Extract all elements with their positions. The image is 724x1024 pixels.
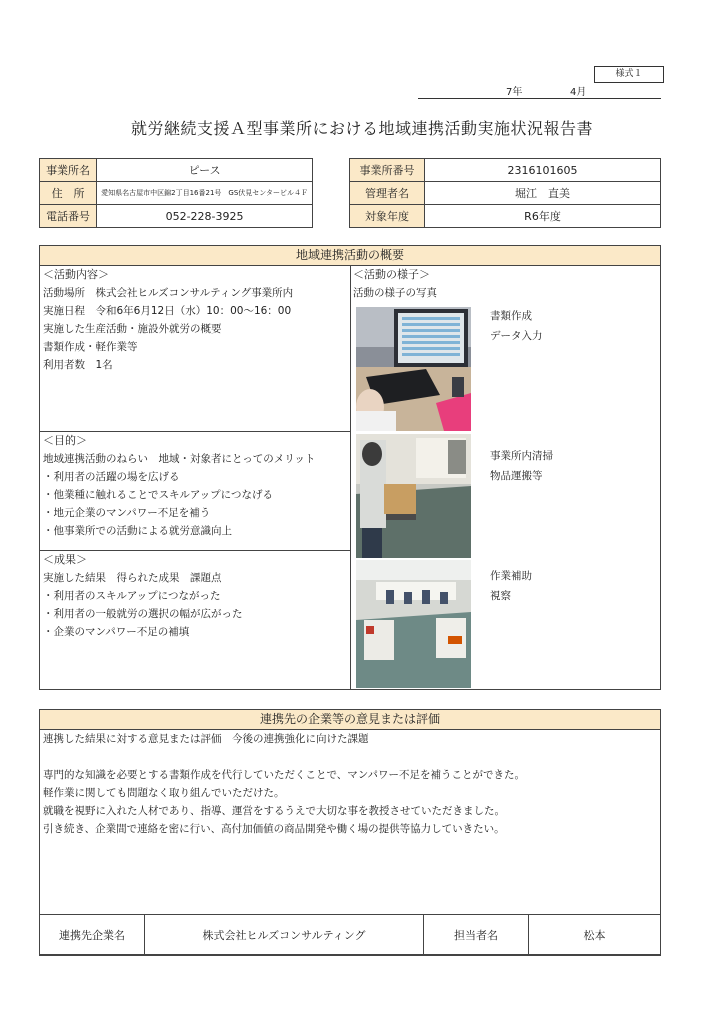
activity-block bbox=[43, 266, 348, 374]
evaluation-line: 軽作業に関しても問題なく取り組んでいただけた。 bbox=[43, 787, 285, 799]
photo-office-cleaning bbox=[356, 434, 471, 558]
evaluation-heading: 連携先の企業等の意見または評価 bbox=[40, 710, 660, 730]
info-label: 電話番号 bbox=[40, 205, 97, 228]
results-line: 実施した結果 得られた成果 課題点 bbox=[43, 572, 222, 584]
evaluation-line: 専門的な知識を必要とする書類作成を代行していただくことで、マンパワー不足を補うことができた。 bbox=[43, 769, 526, 781]
report-date bbox=[418, 83, 661, 99]
report-year: 7年 bbox=[506, 87, 523, 98]
results-line: ・利用者のスキルアップにつながった bbox=[43, 590, 221, 602]
photo-office-inspection bbox=[356, 560, 471, 688]
column-divider bbox=[350, 265, 351, 689]
caption-line: 物品運搬等 bbox=[490, 470, 543, 482]
info-value: 2316101605 bbox=[425, 159, 661, 182]
info-row bbox=[350, 182, 661, 205]
scene-subheading: 活動の様子の写真 bbox=[353, 287, 437, 299]
company-value: 株式会社ヒルズコンサルティング bbox=[145, 915, 424, 956]
partner-row bbox=[40, 915, 661, 956]
activity-line: 実施した生産活動・施設外就労の概要 bbox=[43, 323, 222, 335]
evaluation-subheading: 連携した結果に対する意見または評価 今後の連携強化に向けた課題 bbox=[43, 733, 369, 745]
evaluation-body bbox=[43, 730, 658, 838]
results-line: ・企業のマンパワー不足の補填 bbox=[43, 626, 190, 638]
info-row bbox=[40, 159, 313, 182]
purpose-line: ・他事業所での活動による就労意識向上 bbox=[43, 525, 232, 537]
info-label: 事業所番号 bbox=[350, 159, 425, 182]
purpose-line: ・他業種に触れることでスキルアップにつなげる bbox=[43, 489, 273, 501]
manager-info-table bbox=[349, 158, 661, 228]
results-heading: ＜成果＞ bbox=[43, 553, 87, 566]
evaluation-section bbox=[39, 709, 661, 955]
company-label: 連携先企業名 bbox=[40, 915, 145, 956]
info-row bbox=[350, 205, 661, 228]
info-value: 愛知県名古屋市中区錦2丁目16番21号 GS伏見センタービル４Ｆ bbox=[97, 182, 313, 205]
purpose-block bbox=[43, 432, 348, 540]
purpose-line: 地域連携活動のねらい 地域・対象者にとってのメリット bbox=[43, 453, 316, 465]
caption-line: 作業補助 bbox=[490, 570, 532, 582]
activity-heading: ＜活動内容＞ bbox=[43, 268, 109, 281]
info-value: ピース bbox=[97, 159, 313, 182]
activity-line: 活動場所 株式会社ヒルズコンサルティング事業所内 bbox=[43, 287, 294, 299]
form-number-tag: 様式１ bbox=[594, 66, 664, 83]
scene-heading: ＜活動の様子＞ bbox=[353, 268, 430, 281]
purpose-line: ・地元企業のマンパワー不足を補う bbox=[43, 507, 211, 519]
evaluation-line: 引き続き、企業間で連絡を密に行い、高付加価値の商品開発や働く場の提供等協力していきたい。 bbox=[43, 823, 505, 835]
info-row bbox=[40, 205, 313, 228]
info-value: 堀江 直美 bbox=[425, 182, 661, 205]
facility-info-table bbox=[39, 158, 313, 228]
caption-line: 書類作成 bbox=[490, 310, 532, 322]
activity-line: 実施日程 令和6年6月12日（水）10：00～16：00 bbox=[43, 305, 292, 317]
results-block bbox=[43, 551, 348, 641]
photo-caption bbox=[490, 306, 543, 346]
info-value: 052-228-3925 bbox=[97, 205, 313, 228]
info-label: 住 所 bbox=[40, 182, 97, 205]
caption-line: データ入力 bbox=[490, 330, 543, 342]
activity-line: 書類作成・軽作業等 bbox=[43, 341, 138, 353]
photo-caption bbox=[490, 566, 532, 606]
evaluation-line: 就職を視野に入れた人材であり、指導、運営をするうえで大切な事を教授させていただきました。 bbox=[43, 805, 505, 817]
purpose-line: ・利用者の活躍の場を広げる bbox=[43, 471, 180, 483]
overview-section bbox=[39, 245, 661, 690]
results-line: ・利用者の一般就労の選択の幅が広がった bbox=[43, 608, 243, 620]
info-value: R6年度 bbox=[425, 205, 661, 228]
overview-heading: 地域連携活動の概要 bbox=[40, 246, 660, 266]
info-label: 対象年度 bbox=[350, 205, 425, 228]
info-row bbox=[40, 182, 313, 205]
document-title: 就労継続支援Ａ型事業所における地域連携活動実施状況報告書 bbox=[130, 119, 593, 138]
info-label: 管理者名 bbox=[350, 182, 425, 205]
info-label: 事業所名 bbox=[40, 159, 97, 182]
photo-document-work bbox=[356, 307, 471, 431]
caption-line: 事業所内清掃 bbox=[490, 450, 553, 462]
partner-table bbox=[39, 914, 661, 956]
caption-line: 視察 bbox=[490, 590, 511, 602]
info-row bbox=[350, 159, 661, 182]
report-month: 4月 bbox=[570, 87, 587, 98]
photo-caption bbox=[490, 446, 553, 486]
person-label: 担当者名 bbox=[424, 915, 529, 956]
activity-line: 利用者数 1名 bbox=[43, 359, 113, 371]
person-value: 松本 bbox=[529, 915, 661, 956]
purpose-heading: ＜目的＞ bbox=[43, 434, 87, 447]
scene-block bbox=[353, 266, 653, 302]
